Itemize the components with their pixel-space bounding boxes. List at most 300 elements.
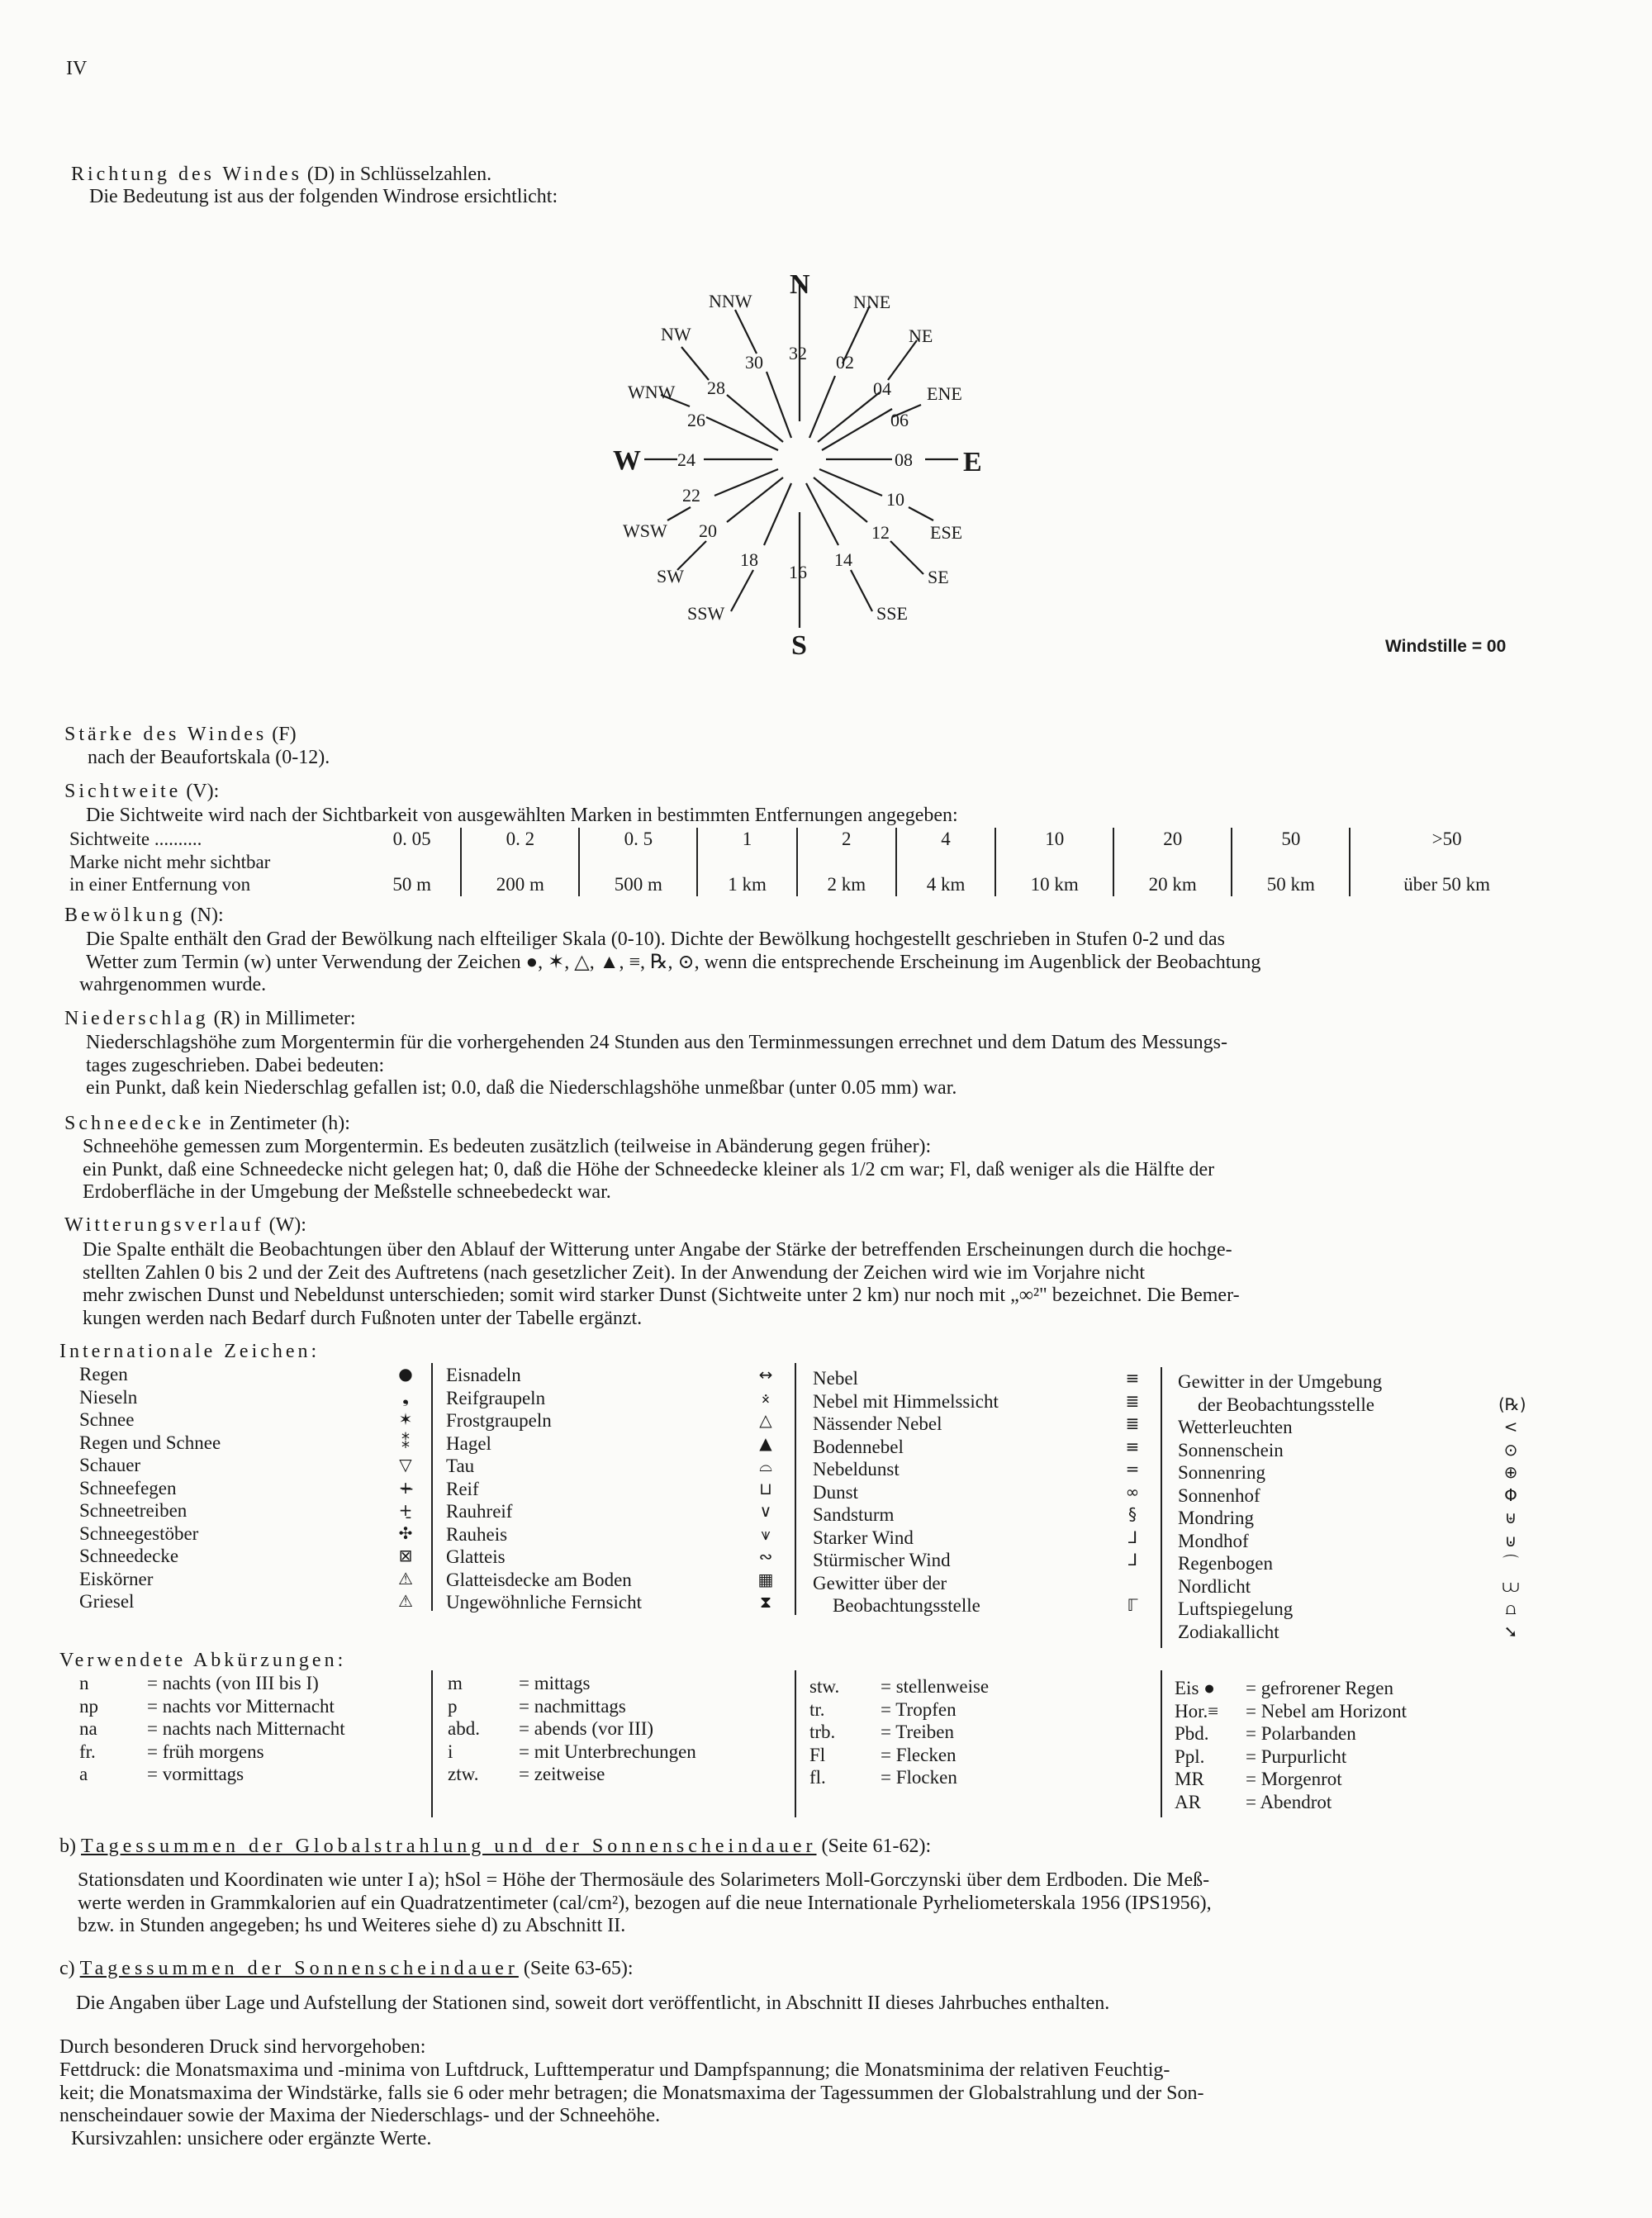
abbrev-key: p bbox=[448, 1695, 458, 1717]
symbol-row bbox=[446, 1409, 776, 1432]
symbol-row bbox=[446, 1478, 776, 1501]
section-b-prefix: b) bbox=[59, 1836, 81, 1857]
symbol-label: Reif bbox=[446, 1478, 479, 1499]
symbol-row bbox=[813, 1549, 1143, 1572]
symbol-label: der Beobachtungsstelle bbox=[1198, 1394, 1374, 1415]
abbrev-divider bbox=[795, 1670, 796, 1817]
abbrev-title: Verwendete Abkürzungen: bbox=[59, 1650, 347, 1671]
dir-sw: SW bbox=[657, 566, 684, 587]
code-26: 26 bbox=[687, 410, 705, 430]
abbrev-value: = Purpurlicht bbox=[1246, 1745, 1347, 1767]
code-16: 16 bbox=[789, 562, 807, 582]
abbrev-row bbox=[79, 1741, 426, 1764]
abbrev-value: = früh morgens bbox=[147, 1741, 264, 1762]
symbol-row bbox=[813, 1527, 1143, 1550]
symbol-row bbox=[1178, 1621, 1533, 1644]
weather-symbol-icon: ⁑ bbox=[401, 1432, 410, 1452]
symbol-row bbox=[446, 1455, 776, 1478]
symbol-label: Rauhreif bbox=[446, 1501, 513, 1522]
spoke-se bbox=[814, 477, 867, 522]
symbol-label: Luftspiegelung bbox=[1178, 1598, 1294, 1619]
symbol-row bbox=[79, 1363, 418, 1386]
weather-symbol-icon: ⊎ bbox=[1504, 1508, 1517, 1527]
abbrev-row bbox=[79, 1763, 426, 1786]
symbol-label: Mondring bbox=[1178, 1508, 1254, 1528]
symbol-row bbox=[79, 1477, 418, 1500]
abbrev-divider bbox=[431, 1670, 433, 1817]
symbol-label: Ungewöhnliche Fernsicht bbox=[446, 1592, 642, 1612]
vis-code: 0. 05 bbox=[392, 829, 431, 849]
vis-distance: 20 km bbox=[1113, 873, 1232, 896]
compass-s: S bbox=[791, 630, 807, 661]
abbrev-key: i bbox=[448, 1741, 453, 1762]
symbol-row bbox=[79, 1386, 418, 1409]
abbrev-row bbox=[809, 1698, 1140, 1722]
abbrev-value: = Tropfen bbox=[881, 1698, 957, 1720]
wind-direction-subtitle: Die Bedeutung ist aus der folgenden Windrose ersichtlicht: bbox=[89, 186, 558, 207]
symbol-row bbox=[79, 1545, 418, 1568]
abbrev-key: ztw. bbox=[448, 1764, 479, 1784]
abbrev-col-3 bbox=[809, 1675, 1140, 1789]
vis-code: 4 bbox=[896, 828, 995, 851]
snow-text bbox=[83, 1136, 1553, 1204]
weather-title: Witterungsverlauf bbox=[64, 1214, 264, 1236]
abbrev-row bbox=[448, 1717, 778, 1741]
weather-symbol-icon: = bbox=[1125, 1459, 1140, 1479]
visibility-distance-row bbox=[64, 873, 1543, 896]
section-c-title: Tagessummen der Sonnenscheindauer bbox=[79, 1958, 519, 1979]
symbol-row bbox=[1178, 1530, 1533, 1553]
weather-symbol-icon: ❟ bbox=[402, 1386, 409, 1407]
code-30: 30 bbox=[745, 352, 763, 373]
symbol-label: Reifgraupeln bbox=[446, 1387, 546, 1408]
cloud-line: Wetter zum Termin (w) unter Verwendung der Zeichen ●, ✶, △, ▲, ≡, ℞, ⊙, wenn die entsprechende Erscheinung im Augenblick der Beobachtung bbox=[86, 951, 1261, 973]
snow-title-rest: in Zentimeter (h): bbox=[204, 1113, 350, 1134]
symbol-row bbox=[813, 1390, 1143, 1413]
spoke-nnw bbox=[767, 372, 791, 438]
weather-symbol-icon: ⩍ bbox=[1505, 1598, 1517, 1618]
visibility-code-row bbox=[64, 828, 1543, 851]
code-04: 04 bbox=[873, 378, 891, 399]
symbol-label: Schnee bbox=[79, 1409, 135, 1430]
spoke-ssw-outer bbox=[731, 570, 753, 611]
weather-symbol-icon: ✶ bbox=[398, 1409, 413, 1429]
weather-symbol-icon: ▦ bbox=[757, 1569, 774, 1589]
spoke-wsw bbox=[714, 469, 778, 496]
symbol-label: Schneetreiben bbox=[79, 1500, 188, 1521]
code-18: 18 bbox=[740, 549, 758, 570]
abbrev-row bbox=[1175, 1768, 1538, 1791]
snow-line: Erdoberfläche in der Umgebung der Meßstelle schneebedeckt war. bbox=[83, 1181, 611, 1203]
spoke-wnw bbox=[706, 417, 778, 450]
special-print-line: Fettdruck: die Monatsmaxima und -minima von Luftdruck, Lufttemperatur und Dampfspannung; die Monatsminima der relativen Feuchtig- bbox=[59, 2059, 1170, 2081]
section-c-text: Die Angaben über Lage und Aufstellung der Stationen sind, soweit dort veröffentlicht, in Abschnitt II dieses Jahrbuches enthalten. bbox=[76, 1992, 1110, 2014]
weather-symbol-icon: ᒧ bbox=[1127, 1527, 1138, 1547]
abbrev-value: = nachmittags bbox=[519, 1695, 626, 1717]
abbrev-key: Fl bbox=[809, 1744, 826, 1765]
weather-symbol-icon: ✣ bbox=[398, 1522, 413, 1543]
symbol-label: Nebel mit Himmelssicht bbox=[813, 1390, 999, 1412]
abbrev-key: MR bbox=[1175, 1769, 1204, 1789]
visibility-row3-label: in einer Entfernung von bbox=[69, 874, 251, 895]
vis-distance: 50 km bbox=[1232, 873, 1350, 896]
symbol-row bbox=[79, 1432, 418, 1455]
spoke-ssw bbox=[764, 483, 791, 545]
vis-distance: über 50 km bbox=[1350, 873, 1543, 896]
symbol-row bbox=[1178, 1416, 1533, 1439]
snow-title: Schneedecke bbox=[64, 1113, 205, 1134]
section-c-heading bbox=[59, 1958, 634, 1981]
visibility-title-rest: (V): bbox=[181, 781, 220, 802]
weather-symbol-icon: ⚠ bbox=[398, 1568, 413, 1589]
section-b-title: Tagessummen der Globalstrahlung und der Sonnenscheindauer bbox=[81, 1836, 817, 1857]
wind-direction-heading bbox=[71, 164, 491, 187]
cloud-title-rest: (N): bbox=[185, 905, 224, 926]
abbrev-value: = Nebel am Horizont bbox=[1246, 1700, 1407, 1722]
page-number: IV bbox=[66, 58, 88, 79]
visibility-row2-label: Marke nicht mehr sichtbar bbox=[69, 851, 271, 872]
abbrev-row bbox=[1175, 1722, 1538, 1745]
vis-code: 0. 5 bbox=[579, 828, 697, 851]
abbrev-key: m bbox=[448, 1673, 463, 1693]
abbrev-key: trb. bbox=[809, 1722, 836, 1742]
symbol-label: Beobachtungsstelle bbox=[833, 1595, 980, 1616]
abbrev-row bbox=[1175, 1700, 1538, 1723]
special-print-line: nenscheindauer sowie der Maxima der Niederschlags- und der Schneehöhe. bbox=[59, 2105, 661, 2126]
wind-strength-title-rest: (F) bbox=[267, 724, 297, 745]
precip-title-rest: (R) in Millimeter: bbox=[208, 1008, 356, 1029]
abbrev-row bbox=[809, 1721, 1140, 1744]
symbol-label: Hagel bbox=[446, 1432, 491, 1454]
spoke-wsw-outer bbox=[667, 507, 691, 520]
abbrev-key: Ppl. bbox=[1175, 1745, 1205, 1767]
weather-symbol-icon: ⩊ bbox=[1502, 1575, 1520, 1596]
snow-heading bbox=[64, 1113, 350, 1136]
symbol-row bbox=[1178, 1598, 1533, 1621]
dir-sse: SSE bbox=[876, 603, 908, 624]
abbrev-col-2 bbox=[448, 1672, 778, 1786]
abbrev-row bbox=[79, 1717, 426, 1741]
symbol-label: Gewitter in der Umgebung bbox=[1178, 1371, 1383, 1392]
wind-strength-heading bbox=[64, 724, 297, 747]
abbrev-row bbox=[79, 1695, 426, 1718]
dir-ne: NE bbox=[909, 325, 933, 346]
weather-symbol-icon: ▽ bbox=[399, 1455, 412, 1475]
abbrev-row bbox=[1175, 1791, 1538, 1814]
weather-symbol-icon: ℾ bbox=[1127, 1595, 1138, 1615]
weather-symbol-icon: ≣ bbox=[1125, 1390, 1140, 1411]
symbol-row bbox=[813, 1458, 1143, 1481]
abbrev-key: Hor.≡ bbox=[1175, 1700, 1219, 1722]
weather-symbol-icon: < bbox=[1503, 1417, 1518, 1437]
weather-symbol-icon: ≣ bbox=[1125, 1413, 1140, 1433]
symbol-label: Eisnadeln bbox=[446, 1365, 521, 1385]
symbol-label: Mondhof bbox=[1178, 1530, 1249, 1551]
abbrev-value: = Morgenrot bbox=[1246, 1769, 1342, 1789]
symbol-label: Eiskörner bbox=[79, 1568, 154, 1589]
spoke-ese-outer bbox=[909, 507, 933, 520]
spoke-sse bbox=[806, 483, 838, 545]
symbol-label: Starker Wind bbox=[813, 1527, 914, 1548]
visibility-label-row bbox=[64, 851, 1543, 874]
code-24: 24 bbox=[677, 449, 695, 470]
abbrev-value: = nachts vor Mitternacht bbox=[147, 1695, 335, 1717]
symbol-row bbox=[1178, 1439, 1533, 1462]
spoke-ese bbox=[819, 469, 882, 496]
symbol-row bbox=[1178, 1575, 1533, 1598]
dir-ssw: SSW bbox=[687, 603, 725, 624]
weather-symbol-icon: ⌓ bbox=[759, 1456, 772, 1475]
weather-symbol-icon: ⩛ bbox=[761, 1523, 771, 1544]
abbrev-value: = stellenweise bbox=[881, 1676, 990, 1697]
symbol-label: Regenbogen bbox=[1178, 1553, 1273, 1574]
dir-wsw: WSW bbox=[623, 520, 667, 541]
vis-distance: 200 m bbox=[461, 873, 579, 896]
symbol-row bbox=[813, 1481, 1143, 1504]
symbol-label: Nässender Nebel bbox=[813, 1413, 942, 1434]
abbrev-row bbox=[809, 1766, 1140, 1789]
special-print-line: Kursivzahlen: unsichere oder ergänzte Werte. bbox=[71, 2127, 432, 2149]
symbol-label: Schneedecke bbox=[79, 1546, 179, 1566]
compass-w: W bbox=[613, 445, 641, 476]
symbol-label: Frostgraupeln bbox=[446, 1410, 552, 1431]
code-06: 06 bbox=[890, 410, 909, 430]
cloud-line: Die Spalte enthält den Grad der Bewölkung nach elfteiliger Skala (0-10). Dichte der Bewölkung hochgestellt geschrieben in Stufen 0-2 und das bbox=[86, 929, 1225, 950]
abbrev-value: = nachts nach Mitternacht bbox=[147, 1718, 345, 1739]
dir-se: SE bbox=[928, 567, 949, 587]
compass-n: N bbox=[790, 269, 810, 300]
section-c-pages: (Seite 63-65): bbox=[518, 1958, 634, 1979]
symbol-label: Regen und Schnee bbox=[79, 1432, 221, 1453]
abbrev-value: = Polarbanden bbox=[1246, 1723, 1356, 1744]
abbrev-key: na bbox=[79, 1718, 97, 1739]
symbol-label: Schneefegen bbox=[79, 1477, 177, 1498]
weather-symbol-icon: ↔ bbox=[758, 1365, 773, 1384]
wind-rose bbox=[595, 264, 1024, 661]
symbol-label: Nieseln bbox=[79, 1386, 138, 1408]
weather-symbol-icon: ● bbox=[398, 1364, 413, 1384]
symbol-row bbox=[446, 1364, 776, 1387]
abbrev-row bbox=[448, 1695, 778, 1718]
code-02: 02 bbox=[836, 352, 854, 373]
weather-symbol-icon: ⊙ bbox=[1503, 1439, 1518, 1460]
vis-code: 10 bbox=[995, 828, 1113, 851]
symbol-label: Schneegestöber bbox=[79, 1522, 199, 1544]
weather-symbol-icon: ⌒ bbox=[1502, 1553, 1519, 1573]
weather-symbol-icon: +̶ bbox=[398, 1477, 413, 1498]
symbol-row bbox=[446, 1546, 776, 1569]
weather-symbol-icon: ➘ bbox=[1503, 1621, 1518, 1641]
weather-symbol-icon: ∞ bbox=[1125, 1481, 1140, 1502]
symbol-label: Sandsturm bbox=[813, 1504, 895, 1525]
vis-code: 1 bbox=[697, 828, 796, 851]
weather-symbol-icon: § bbox=[1128, 1504, 1137, 1524]
weather-line: mehr zwischen Dunst und Nebeldunst unterschieden; somit wird starker Dunst (Sichtweite unter 2 km) nur noch mit „∞²" bezeichnet. Die Bemer- bbox=[83, 1285, 1240, 1306]
symbol-row bbox=[1178, 1394, 1533, 1417]
weather-symbol-icon: △ bbox=[759, 1410, 772, 1430]
weather-symbol-icon: ⊠ bbox=[398, 1546, 413, 1565]
section-b-text bbox=[78, 1869, 1548, 1938]
weather-heading bbox=[64, 1214, 306, 1237]
spoke-sw bbox=[727, 477, 783, 522]
vis-code: 0. 2 bbox=[461, 828, 579, 851]
weather-symbol-icon: ∨ bbox=[759, 1501, 772, 1521]
spoke-nnw-outer bbox=[735, 310, 757, 354]
weather-symbol-icon: ▲ bbox=[759, 1432, 772, 1453]
dir-nnw: NNW bbox=[709, 291, 752, 311]
weather-line: stellten Zahlen 0 bis 2 und der Zeit des Auftretens (nach gesetzlicher Zeit). In der Anwendung der Zeichen wird wie im Vorjahre nicht bbox=[83, 1261, 1146, 1284]
symbol-label: Schauer bbox=[79, 1455, 141, 1475]
symbol-row bbox=[813, 1594, 1143, 1617]
weather-symbol-icon: ⊕ bbox=[1503, 1462, 1518, 1482]
vis-code: 50 bbox=[1232, 828, 1350, 851]
abbrev-key: abd. bbox=[448, 1718, 480, 1739]
dir-nne: NNE bbox=[853, 292, 891, 312]
weather-title-rest: (W): bbox=[263, 1214, 306, 1236]
symbol-label: Griesel bbox=[79, 1591, 135, 1612]
symbol-row bbox=[79, 1568, 418, 1591]
symbol-row bbox=[446, 1591, 776, 1614]
weather-symbol-icon: ⊔ bbox=[759, 1478, 772, 1498]
section-b-heading bbox=[59, 1836, 931, 1859]
symbol-label: Stürmischer Wind bbox=[813, 1550, 951, 1570]
code-28: 28 bbox=[707, 378, 725, 398]
weather-symbol-icon: ⧗ bbox=[759, 1592, 772, 1612]
weather-symbol-icon: +̱ bbox=[398, 1500, 413, 1520]
symbol-row bbox=[79, 1522, 418, 1546]
symbol-row bbox=[446, 1569, 776, 1592]
symbol-row bbox=[446, 1387, 776, 1410]
symbol-label: Rauheis bbox=[446, 1523, 508, 1545]
symbol-label: Sonnenhof bbox=[1178, 1484, 1260, 1506]
weather-symbol-icon: ∾ bbox=[758, 1546, 773, 1566]
dir-wnw: WNW bbox=[628, 382, 676, 402]
abbrev-divider bbox=[1161, 1670, 1162, 1817]
symbol-label: Sonnenschein bbox=[1178, 1439, 1284, 1460]
symbol-label: Bodennebel bbox=[813, 1436, 904, 1457]
symbol-row bbox=[1178, 1552, 1533, 1575]
abbrev-key: stw. bbox=[809, 1676, 840, 1697]
symbol-row bbox=[79, 1590, 418, 1613]
section-b-line: Stationsdaten und Koordinaten wie unter I a); hSol = Höhe der Thermosäule des Solarimeters Moll-Gorczynski über dem Erdboden. Die Meß- bbox=[78, 1869, 1210, 1891]
symbol-row bbox=[813, 1367, 1143, 1390]
visibility-row1-label: Sichtweite .......... bbox=[69, 829, 202, 849]
vis-distance: 10 km bbox=[995, 873, 1113, 896]
cloud-title: Bewölkung bbox=[64, 905, 186, 926]
vis-code: >50 bbox=[1350, 828, 1543, 851]
code-14: 14 bbox=[834, 549, 852, 570]
precip-line: ein Punkt, daß kein Niederschlag gefallen ist; 0.0, daß die Niederschlagshöhe unmeßbar (unter 0.05 mm) war. bbox=[86, 1077, 957, 1099]
code-20: 20 bbox=[699, 520, 717, 541]
abbrev-value: = gefrorener Regen bbox=[1246, 1678, 1393, 1698]
symbol-label: Zodiakallicht bbox=[1178, 1621, 1279, 1642]
section-b-line: bzw. in Stunden angegeben; hs und Weiteres siehe d) zu Abschnitt II. bbox=[78, 1915, 626, 1936]
weather-symbol-icon: ≡ bbox=[1125, 1436, 1140, 1456]
abbrev-value: = Treiben bbox=[881, 1722, 955, 1742]
section-b-line: werte werden in Grammkalorien auf ein Quadratzentimeter (cal/cm²), bezogen auf die neue Internationale Pyrheliometerskala 1956 (IPS1956), bbox=[78, 1892, 1212, 1914]
weather-symbol-icon: ⊍ bbox=[1504, 1530, 1517, 1551]
symbol-label: Nebel bbox=[813, 1368, 858, 1389]
weather-line: Die Spalte enthält die Beobachtungen über den Ablauf der Witterung unter Angabe der Stärke der betreffenden Erscheinungen durch die hochge- bbox=[83, 1239, 1232, 1261]
abbrev-value: = nachts (von III bis I) bbox=[147, 1673, 319, 1693]
abbrev-row bbox=[448, 1741, 778, 1764]
abbrev-key: AR bbox=[1175, 1791, 1201, 1812]
special-print-title-text: Durch besonderen Druck sind hervorgehoben: bbox=[59, 2036, 426, 2058]
symbol-row bbox=[1178, 1461, 1533, 1484]
symbol-row bbox=[813, 1436, 1143, 1459]
weather-symbol-icon: Φ bbox=[1504, 1484, 1517, 1505]
symbol-row bbox=[446, 1523, 776, 1546]
abbrev-value: = vormittags bbox=[147, 1764, 244, 1784]
symbol-row bbox=[446, 1500, 776, 1523]
weather-symbol-icon: ᒧ bbox=[1127, 1550, 1138, 1570]
abbrev-row bbox=[1175, 1745, 1538, 1769]
wind-direction-title: Richtung des Windes bbox=[71, 164, 302, 185]
symbol-row bbox=[813, 1413, 1143, 1436]
vis-distance: 50 m bbox=[392, 874, 431, 895]
dir-nw: NW bbox=[661, 324, 691, 344]
precip-text bbox=[86, 1032, 1556, 1100]
precip-title: Niederschlag bbox=[64, 1008, 209, 1029]
code-32: 32 bbox=[789, 343, 807, 363]
vis-distance: 1 km bbox=[697, 873, 796, 896]
abbrev-col-4 bbox=[1175, 1677, 1538, 1813]
spoke-se-outer bbox=[890, 541, 923, 574]
symbols-divider bbox=[431, 1363, 433, 1611]
abbrev-key: np bbox=[79, 1695, 98, 1717]
symbol-label: Sonnenring bbox=[1178, 1462, 1266, 1483]
abbrev-value: = Flocken bbox=[881, 1767, 957, 1788]
symbols-divider bbox=[1161, 1367, 1162, 1648]
weather-symbol-icon: ⨰ bbox=[761, 1387, 771, 1408]
abbrev-row bbox=[809, 1744, 1140, 1767]
spoke-nne-inner bbox=[809, 376, 835, 438]
snow-line: ein Punkt, daß eine Schneedecke nicht gelegen hat; 0, daß die Höhe der Schneedecke kleiner als 1/2 cm war; Fl, daß weniger als die Hälfte der bbox=[83, 1158, 1215, 1180]
section-b-pages: (Seite 61-62): bbox=[816, 1836, 932, 1857]
abbrev-value: = zeitweise bbox=[519, 1764, 605, 1784]
symbol-label: Nebeldunst bbox=[813, 1459, 900, 1479]
symbol-label: Gewitter über der bbox=[813, 1572, 947, 1593]
cloud-line: wahrgenommen wurde. bbox=[79, 974, 267, 995]
visibility-heading bbox=[64, 781, 219, 804]
symbol-row bbox=[813, 1503, 1143, 1527]
vis-distance: 500 m bbox=[579, 873, 697, 896]
abbrev-key: Pbd. bbox=[1175, 1723, 1209, 1744]
abbrev-value: = mit Unterbrechungen bbox=[519, 1741, 696, 1762]
vis-distance: 2 km bbox=[797, 873, 896, 896]
symbol-row bbox=[1178, 1484, 1533, 1508]
abbrev-key: fr. bbox=[79, 1741, 96, 1762]
calm-note: Windstille = 00 bbox=[1385, 637, 1507, 656]
snow-line: Schneehöhe gemessen zum Morgentermin. Es bedeuten zusätzlich (teilweise in Abänderung gegen früher): bbox=[83, 1136, 932, 1157]
symbol-label: Wetterleuchten bbox=[1178, 1417, 1293, 1437]
code-22: 22 bbox=[682, 485, 700, 506]
visibility-table bbox=[64, 828, 1543, 896]
symbols-col-2 bbox=[446, 1364, 776, 1614]
wind-direction-title-rest: (D) in Schlüsselzahlen. bbox=[301, 164, 492, 185]
symbol-row bbox=[813, 1572, 1143, 1595]
code-08: 08 bbox=[895, 449, 913, 470]
section-c-prefix: c) bbox=[59, 1958, 80, 1979]
vis-code: 2 bbox=[797, 828, 896, 851]
symbol-row bbox=[1178, 1370, 1533, 1394]
abbrev-key: tr. bbox=[809, 1698, 825, 1720]
symbol-row bbox=[79, 1454, 418, 1477]
symbol-row bbox=[79, 1499, 418, 1522]
abbrev-value: = Abendrot bbox=[1246, 1791, 1332, 1812]
code-12: 12 bbox=[871, 522, 890, 543]
spoke-nw bbox=[727, 395, 783, 442]
